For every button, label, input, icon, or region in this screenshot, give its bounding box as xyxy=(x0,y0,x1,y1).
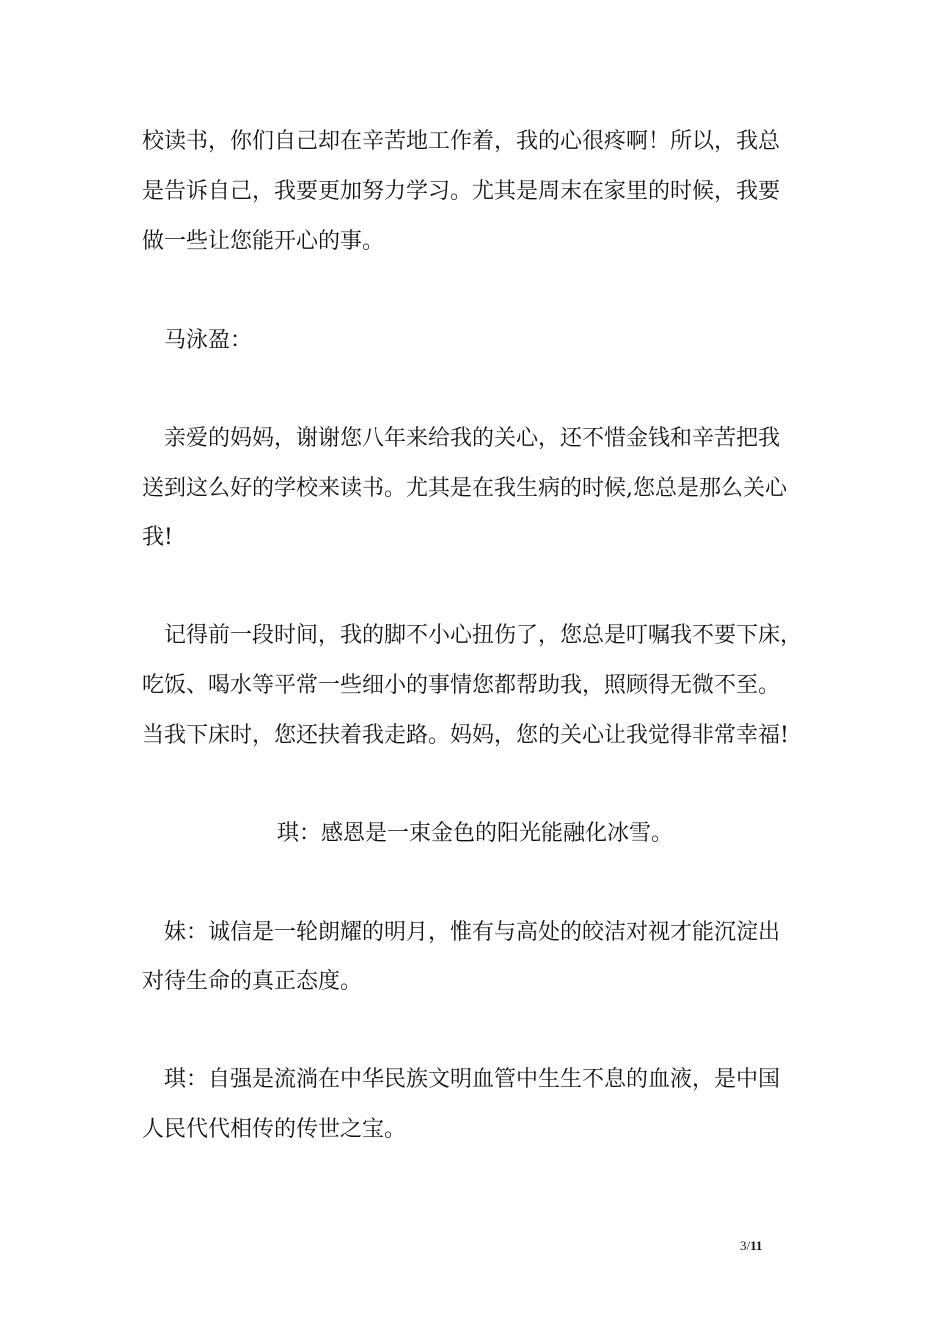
text-line: 是告诉自己，我要更加努力学习。尤其是周末在家里的时候，我要 xyxy=(142,179,781,204)
dialogue-line: 琪：自强是流淌在中华民族文明血管中生生不息的血液，是中国 xyxy=(164,1067,781,1092)
text-line: 我! xyxy=(142,525,173,550)
text-line: 当我下床时，您还扶着我走路。妈妈，您的关心让我觉得非常幸福! xyxy=(142,723,789,748)
text-line: 亲爱的妈妈，谢谢您八年来给我的关心，还不惜金钱和辛苦把我 xyxy=(164,426,781,451)
page-number xyxy=(740,1238,762,1254)
text-line: 记得前一段时间，我的脚不小心扭伤了，您总是叮嘱我不要下床， xyxy=(164,623,803,648)
page-number-current: 3/ xyxy=(740,1238,751,1253)
text-line: 对待生命的真正态度。 xyxy=(142,969,363,994)
dialogue-line-centered: 琪：感恩是一束金色的阳光能融化冰雪。 xyxy=(276,821,673,846)
page-number-total: 11 xyxy=(750,1238,763,1253)
speaker-heading: 马泳盈： xyxy=(164,328,253,353)
text-line: 吃饭、喝水等平常一些细小的事情您都帮助我，照顾得无微不至。 xyxy=(142,673,781,698)
text-line: 做一些让您能开心的事。 xyxy=(142,229,385,254)
text-line: 送到这么好的学校来读书。尤其是在我生病的时候,您总是那么关心 xyxy=(142,476,787,501)
dialogue-line: 妹：诚信是一轮朗耀的明月，惟有与高处的皎洁对视才能沉淀出 xyxy=(164,920,781,945)
text-line: 校读书，你们自己却在辛苦地工作着，我的心很疼啊！所以，我总 xyxy=(142,129,781,154)
text-line: 人民代代相传的传世之宝。 xyxy=(142,1117,407,1142)
